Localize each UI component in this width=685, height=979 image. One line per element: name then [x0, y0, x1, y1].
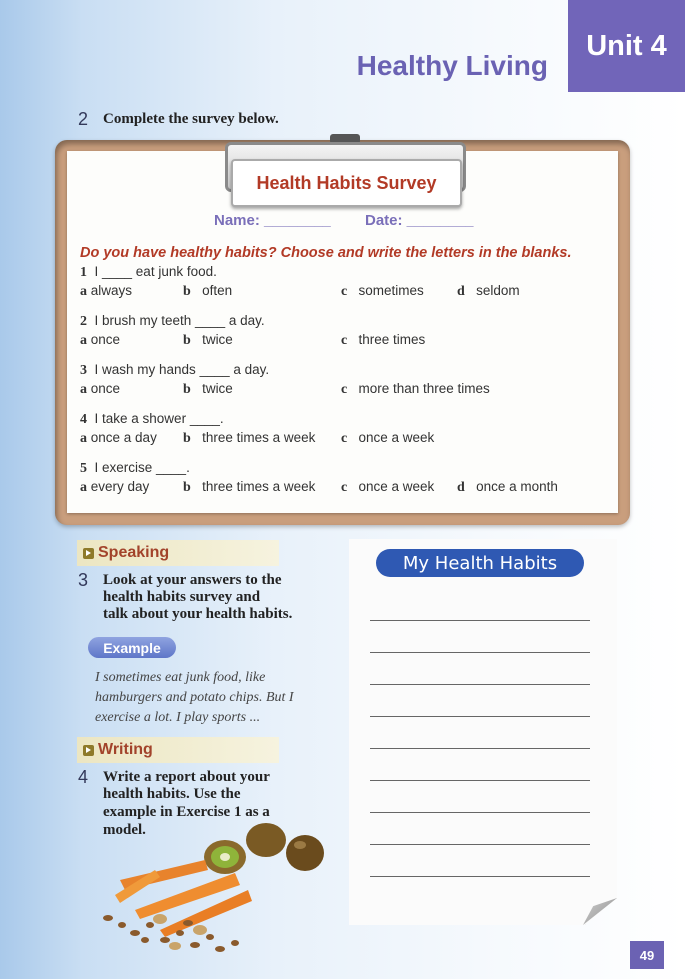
- exercise-2-instruction: Complete the survey below.: [103, 111, 279, 127]
- option[interactable]: c more than three times: [341, 381, 490, 397]
- example-text: I sometimes eat junk food, like hamburgers and potato chips. But I exercise a lot. I play sports ...: [95, 670, 294, 725]
- writing-line[interactable]: [370, 716, 590, 717]
- option[interactable]: b twice: [183, 381, 233, 397]
- survey-title: Health Habits Survey: [231, 159, 462, 207]
- question-text: I take a shower ____.: [94, 411, 224, 426]
- writing-line[interactable]: [370, 780, 590, 781]
- question-text: I ____ eat junk food.: [94, 264, 217, 279]
- writing-line[interactable]: [370, 652, 590, 653]
- option[interactable]: a always: [80, 283, 133, 299]
- speaking-line: health habits survey and: [103, 589, 261, 605]
- date-field[interactable]: Date: ________: [365, 212, 474, 229]
- option[interactable]: a once: [80, 332, 121, 348]
- speaking-line: talk about your health habits.: [103, 606, 293, 622]
- speaking-header: [77, 540, 279, 566]
- writing-line[interactable]: [370, 620, 590, 621]
- name-field[interactable]: Name: ________: [214, 212, 331, 229]
- writing-line: health habits. Use the: [103, 786, 241, 802]
- writing-line[interactable]: [370, 684, 590, 685]
- option[interactable]: a once a day: [80, 430, 157, 446]
- writing-line[interactable]: [370, 748, 590, 749]
- notebook-page: [349, 539, 617, 925]
- speaking-line: Look at your answers to the: [103, 572, 282, 588]
- example-badge: Example: [88, 637, 176, 658]
- survey-instruction: Do you have healthy habits? Choose and write the letters in the blanks.: [80, 245, 572, 261]
- writing-line: model.: [103, 822, 146, 838]
- notebook-title: My Health Habits: [376, 549, 584, 577]
- writing-line: Write a report about your: [103, 769, 270, 785]
- option[interactable]: c sometimes: [341, 283, 424, 299]
- unit-badge: [568, 0, 685, 92]
- unit-label: Unit 4: [586, 29, 667, 62]
- option[interactable]: d once a month: [457, 479, 558, 495]
- play-bullet-icon: [83, 745, 94, 756]
- kiwi-icon: [286, 835, 324, 871]
- kiwi-icon: [246, 823, 286, 857]
- question-number: 1: [80, 265, 87, 280]
- option[interactable]: b often: [183, 283, 233, 299]
- writing-line[interactable]: [370, 812, 590, 813]
- food-illustration: [100, 815, 340, 955]
- option[interactable]: b three times a week: [183, 479, 316, 495]
- option[interactable]: b twice: [183, 332, 233, 348]
- question-5: 5 I exercise ____.: [80, 460, 190, 476]
- writing-line: example in Exercise 1 as a: [103, 804, 270, 820]
- question-3: 3 I wash my hands ____ a day.: [80, 362, 270, 378]
- question-text: I wash my hands ____ a day.: [94, 362, 270, 377]
- option[interactable]: b three times a week: [183, 430, 316, 446]
- writing-line[interactable]: [370, 844, 590, 845]
- question-text: I exercise ____.: [94, 460, 190, 475]
- exercise-3-number: 3: [78, 570, 89, 590]
- page-title: Healthy Living: [356, 50, 548, 81]
- option[interactable]: a once: [80, 381, 121, 397]
- question-text: I brush my teeth ____ a day.: [94, 313, 265, 328]
- option[interactable]: d seldom: [457, 283, 520, 299]
- question-4: 4 I take a shower ____.: [80, 411, 224, 427]
- writing-label: Writing: [98, 741, 153, 758]
- option[interactable]: c once a week: [341, 430, 435, 446]
- question-2: 2 I brush my teeth ____ a day.: [80, 313, 265, 329]
- writing-line[interactable]: [370, 876, 590, 877]
- play-bullet-icon: [83, 548, 94, 559]
- question-1: [80, 264, 217, 281]
- page-number: 49: [630, 941, 664, 969]
- option[interactable]: c three times: [341, 332, 426, 348]
- speaking-label: Speaking: [98, 544, 170, 561]
- option[interactable]: a every day: [80, 479, 150, 495]
- exercise-4-number: 4: [78, 767, 89, 787]
- writing-header: [77, 737, 279, 763]
- exercise-2-number: 2: [78, 109, 89, 129]
- option[interactable]: c once a week: [341, 479, 435, 495]
